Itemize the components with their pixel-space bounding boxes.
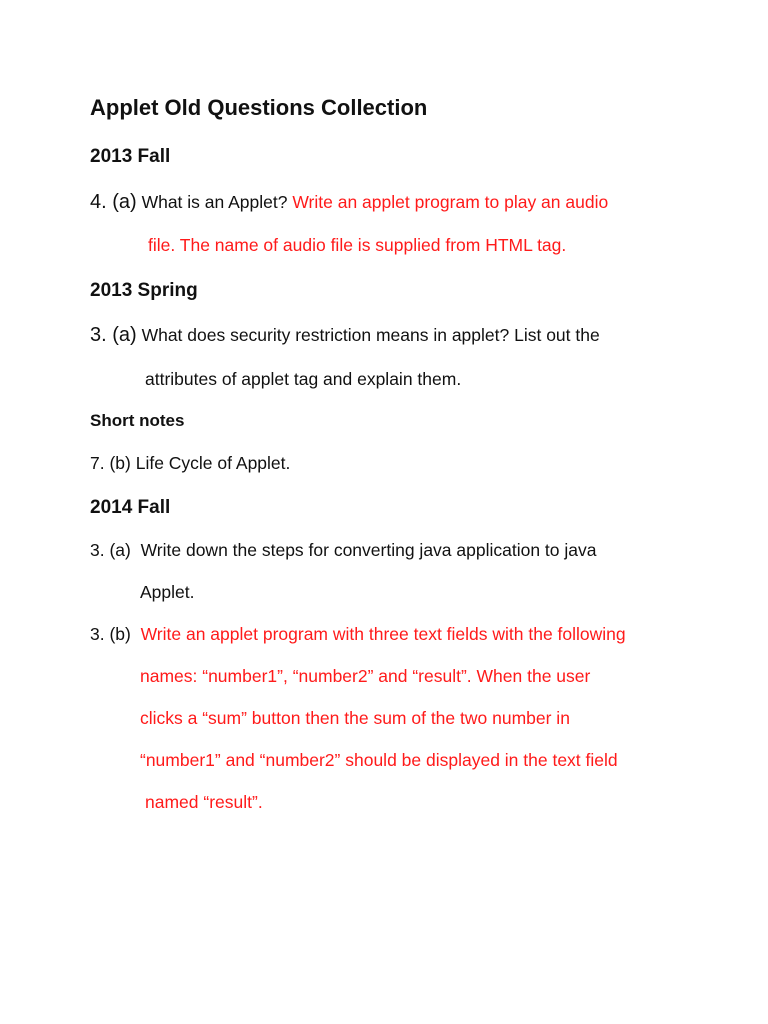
question-number: 3. (a) — [90, 324, 137, 346]
question-text: What does security restriction means in applet? List out the — [141, 325, 600, 345]
question-2013-spring-3a-line1 — [90, 324, 600, 347]
question-text: Write down the steps for converting java application to java — [140, 540, 597, 560]
question-2013-spring-3a-line2: attributes of applet tag and explain them. — [145, 369, 462, 389]
question-2014-fall-3b-line2: names: “number1”, “number2” and “result”. When the user — [140, 666, 591, 686]
question-number: 3. (b) — [90, 624, 131, 644]
question-text: What is an Applet? — [141, 192, 288, 212]
question-number: 3. (a) — [90, 540, 131, 560]
short-note-7b: 7. (b) Life Cycle of Applet. — [90, 453, 291, 473]
section-heading-2013-fall: 2013 Fall — [90, 146, 171, 167]
short-notes-heading: Short notes — [90, 411, 185, 430]
section-heading-2014-fall: 2014 Fall — [90, 497, 171, 518]
question-2014-fall-3b-line4: “number1” and “number2” should be displayed in the text field — [140, 750, 618, 770]
question-2014-fall-3b-line1 — [90, 624, 626, 645]
document-title: Applet Old Questions Collection — [90, 95, 428, 120]
question-text-highlight: Write an applet program to play an audio — [292, 192, 609, 212]
section-heading-2013-spring: 2013 Spring — [90, 280, 198, 301]
question-2014-fall-3b-line3: clicks a “sum” button then the sum of the two number in — [140, 708, 570, 728]
question-2013-fall-4a-line2: file. The name of audio file is supplied from HTML tag. — [148, 235, 567, 255]
question-2014-fall-3a-line1 — [90, 540, 597, 561]
question-2014-fall-3b-line5: named “result”. — [145, 792, 263, 812]
question-number: 4. (a) — [90, 191, 137, 213]
question-text-highlight: Write an applet program with three text fields with the following — [140, 624, 626, 644]
question-2014-fall-3a-line2: Applet. — [140, 582, 195, 602]
question-2013-fall-4a-line1 — [90, 191, 608, 214]
